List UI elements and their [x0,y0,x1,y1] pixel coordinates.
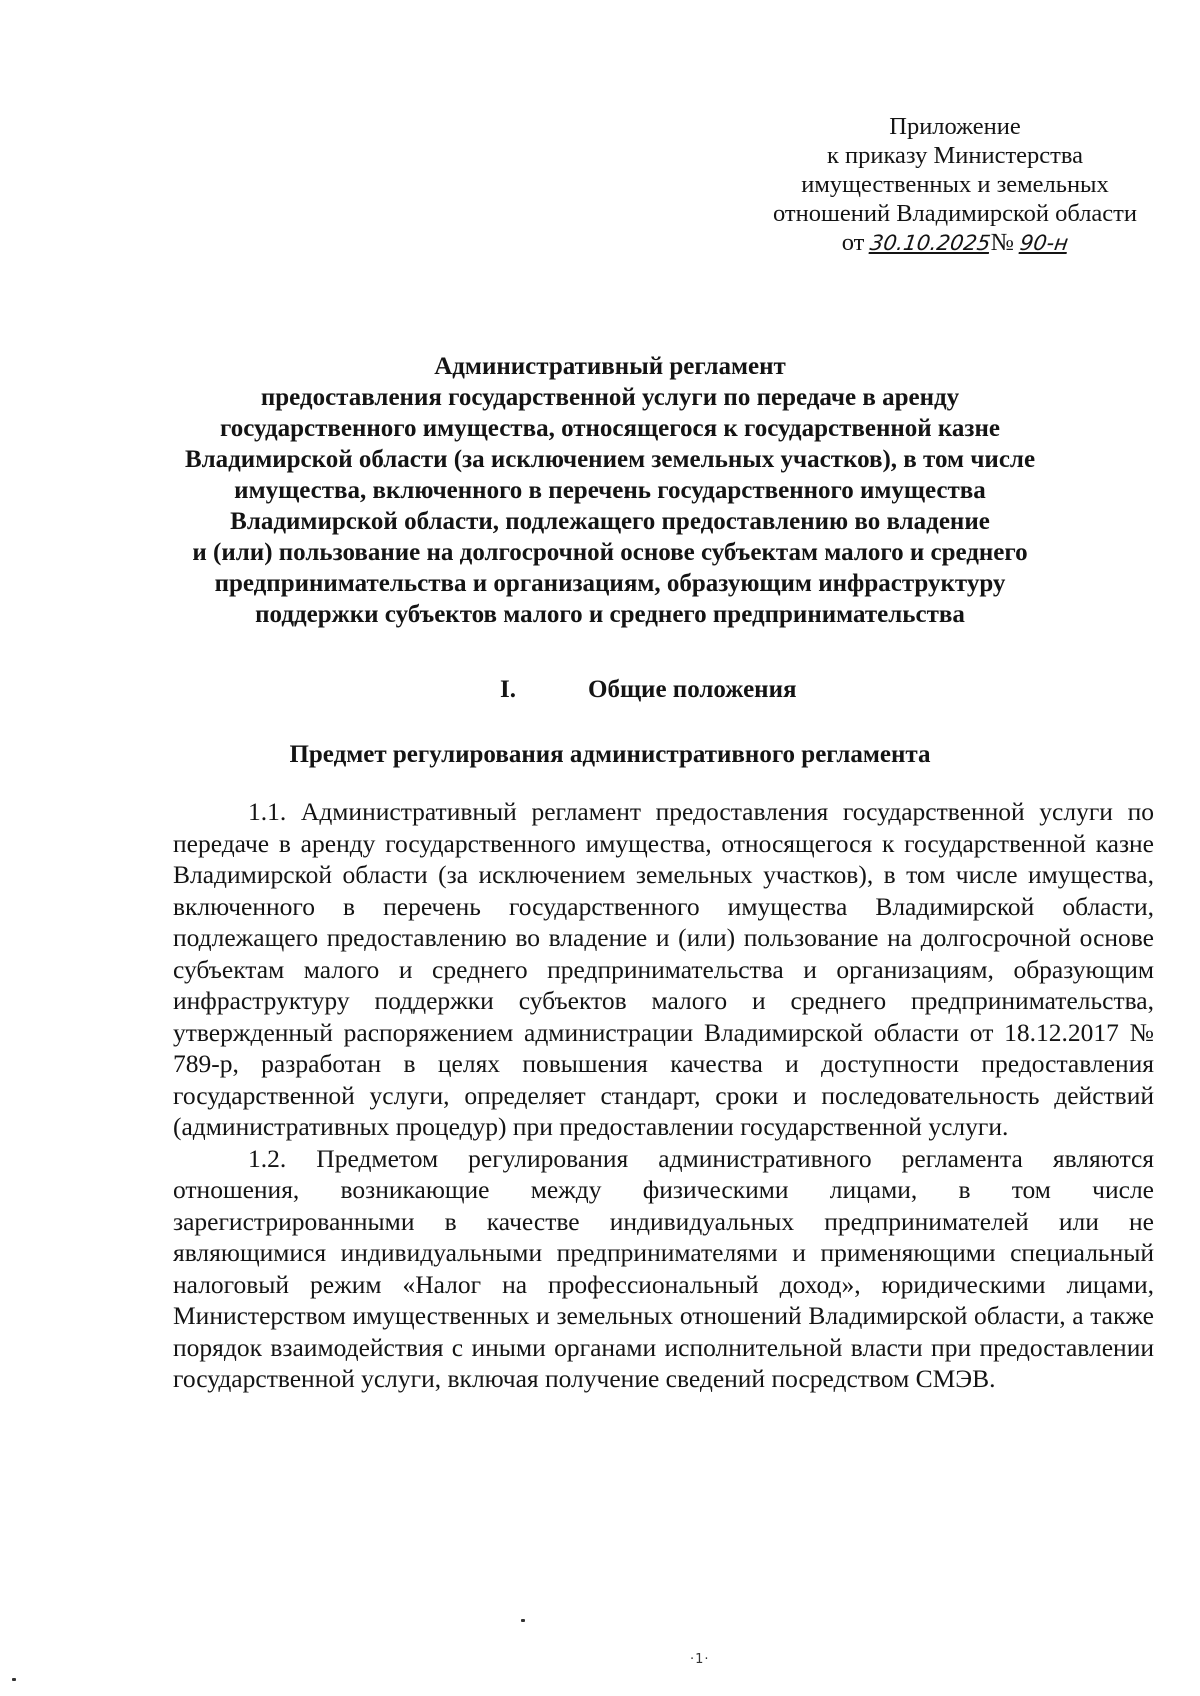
title-line: Владимирской области (за исключением земельных участков), в том числе [184,446,1036,473]
scan-speck [521,1619,525,1622]
appendix-line: имущественных и земельных [801,171,1109,198]
handwritten-date: 30.10.2025 [868,231,993,255]
title-line: предоставления государственной услуги по передаче в аренду [260,384,960,411]
appendix-line: Приложение [889,113,1021,140]
scan-speck [12,1678,16,1681]
paragraph-1-2: 1.2. Предметом регулирования административного регламента являются отношения, возникающие между физическими лицами, в том числе зарегистрированными в качестве индивидуальных предпринимателей или не являющимися индивидуальными предпринимателями и применяющими специальный налоговый режим «Налог на профессиональный доход», юридическими лицами, Министерством имущественных и земельных отношений Владимирской области, а также порядок взаимодействия с иными органами исполнительной власти при предоставлении государственной услуги, включая получение сведений посредством СМЭВ. [173,1143,1154,1393]
number-sign: № [990,229,1015,256]
date-prefix: от [841,229,865,256]
page-number: ·1· [690,1652,710,1667]
appendix-line: к приказу Министерства [827,142,1083,169]
title-line: предпринимательства и организациям, образующим инфраструктуру [214,570,1006,597]
document-body [173,796,1154,1395]
section-subheading: Предмет регулирования административного регламента [289,741,931,768]
title-line: имущества, включенного в перечень государственного имущества [234,477,986,504]
title-line: Административный регламент [434,353,786,380]
paragraph-1-1: 1.1. Административный регламент предоставления государственной услуги по передаче в аренду государственного имущества, относящегося к государственной казне Владимирской области (за исключением земельных участков), в том числе имущества, включенного в перечень государственного имущества Владимирской области, подлежащего предоставлению во владение и (или) пользование на долгосрочной основе субъектам малого и среднего предпринимательства и организациям, образующим инфраструктуру поддержки субъектов малого и среднего предпринимательства, утвержденный распоряжением администрации Владимирской области от 18.12.2017 № 789-р, разработан в целях повышения качества и доступности предоставления государственной услуги, определяет стандарт, сроки и последовательность действий (административных процедур) при предоставлении государственной услуги. [173,797,1154,1141]
appendix-block [765,112,1145,258]
title-line: и (или) пользование на долгосрочной основе субъектам малого и среднего [192,539,1028,566]
document-title [130,351,1090,630]
handwritten-number: 90-н [1018,231,1071,255]
section-title: Общие положения [588,676,797,703]
appendix-date-line [765,228,1145,258]
section-number: I. [500,676,516,703]
title-line: поддержки субъектов малого и среднего предпринимательства [255,601,965,628]
section-heading [500,676,797,704]
appendix-line: отношений Владимирской области [773,200,1137,227]
title-line: Владимирской области, подлежащего предоставлению во владение [230,508,990,535]
title-line: государственного имущества, относящегося к государственной казне [220,415,1000,442]
